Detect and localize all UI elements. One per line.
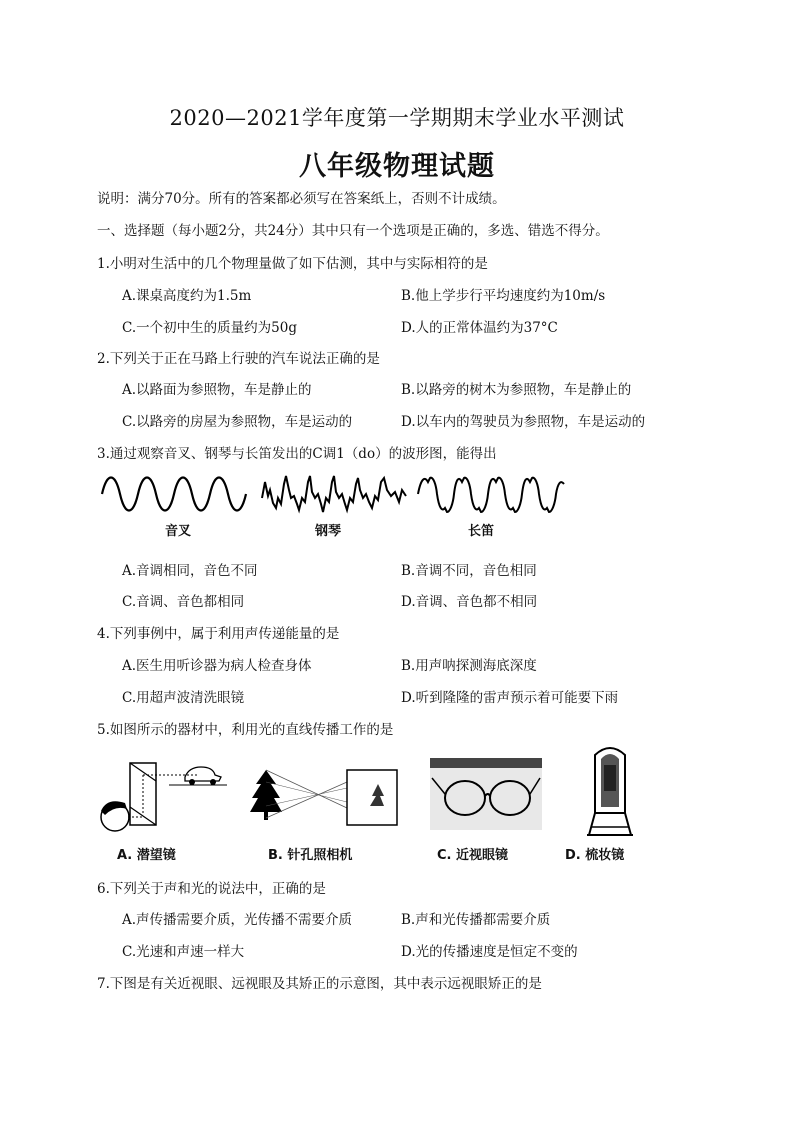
q2-stem: 2.下列关于正在马路上行驶的汽车说法正确的是 — [97, 351, 380, 367]
periscope-image — [97, 755, 227, 840]
q3-option-a: A.音调相同，音色不同 — [122, 563, 258, 579]
q2-option-a: A.以路面为参照物，车是静止的 — [122, 382, 312, 398]
q3-option-b: B.音调不同，音色相同 — [401, 563, 537, 579]
q3-stem: 3.通过观察音叉、钢琴与长笛发出的C调1（do）的波形图，能得出 — [97, 446, 497, 462]
q5-stem: 5.如图所示的器材中，利用光的直线传播工作的是 — [97, 722, 394, 738]
q6-option-d: D.光的传播速度是恒定不变的 — [401, 944, 578, 960]
q1-stem: 1.小明对生活中的几个物理量做了如下估测，其中与实际相符的是 — [97, 256, 488, 272]
q1-option-d: D.人的正常体温约为37°C — [401, 320, 558, 336]
q3-option-d: D.音调、音色都不相同 — [401, 594, 538, 610]
q5-option-d: D. 梳妆镜 — [565, 848, 625, 863]
q4-option-d: D.听到隆隆的雷声预示着可能要下雨 — [401, 690, 619, 706]
piano-waveform — [262, 476, 406, 512]
wave-label-tuning-fork: 音叉 — [165, 524, 192, 539]
q2-option-c: C.以路旁的房屋为参照物，车是运动的 — [122, 414, 353, 430]
q7-stem: 7.下图是有关近视眼、远视眼及其矫正的示意图，其中表示远视眼矫正的是 — [97, 976, 542, 992]
wave-label-piano: 钢琴 — [315, 524, 342, 539]
q4-option-b: B.用声呐探测海底深度 — [401, 658, 537, 674]
q6-stem: 6.下列关于声和光的说法中，正确的是 — [97, 881, 326, 897]
q2-option-b: B.以路旁的树木为参照物，车是静止的 — [401, 382, 632, 398]
q6-option-b: B.声和光传播都需要介质 — [401, 912, 551, 928]
q1-option-c: C.一个初中生的质量约为50g — [122, 320, 297, 336]
wave-label-flute: 长笛 — [468, 524, 495, 539]
waveform-figure — [100, 468, 570, 520]
q4-option-c: C.用超声波清洗眼镜 — [122, 690, 245, 706]
q1-option-b: B.他上学步行平均速度约为10m/s — [401, 288, 606, 304]
tuning-fork-waveform — [102, 478, 246, 511]
section-heading: 一、选择题（每小题2分，共24分）其中只有一个选项是正确的，多选、错选不得分。 — [97, 223, 609, 239]
exam-note: 说明：满分70分。所有的答案都必须写在答案纸上，否则不计成绩。 — [97, 191, 506, 207]
flute-waveform — [418, 478, 564, 512]
q5-option-b: B. 针孔照相机 — [268, 848, 353, 863]
exam-subtitle: 八年级物理试题 — [299, 151, 495, 182]
vanity-mirror-image — [585, 743, 635, 838]
q6-option-a: A.声传播需要介质，光传播不需要介质 — [122, 912, 353, 928]
q5-option-c: C. 近视眼镜 — [437, 848, 509, 863]
q1-option-a: A.课桌高度约为1.5m — [122, 288, 252, 304]
q6-option-c: C.光速和声速一样大 — [122, 944, 245, 960]
q4-option-a: A.医生用听诊器为病人检查身体 — [122, 658, 312, 674]
q3-option-c: C.音调、音色都相同 — [122, 594, 245, 610]
myopia-glasses-image — [430, 758, 542, 830]
pinhole-camera-image — [250, 762, 400, 842]
exam-title: 2020—2021学年度第一学期期末学业水平测试 — [169, 106, 625, 130]
q4-stem: 4.下列事例中，属于利用声传递能量的是 — [97, 626, 340, 642]
q2-option-d: D.以车内的驾驶员为参照物，车是运动的 — [401, 414, 646, 430]
q5-option-a: A. 潜望镜 — [117, 848, 176, 863]
